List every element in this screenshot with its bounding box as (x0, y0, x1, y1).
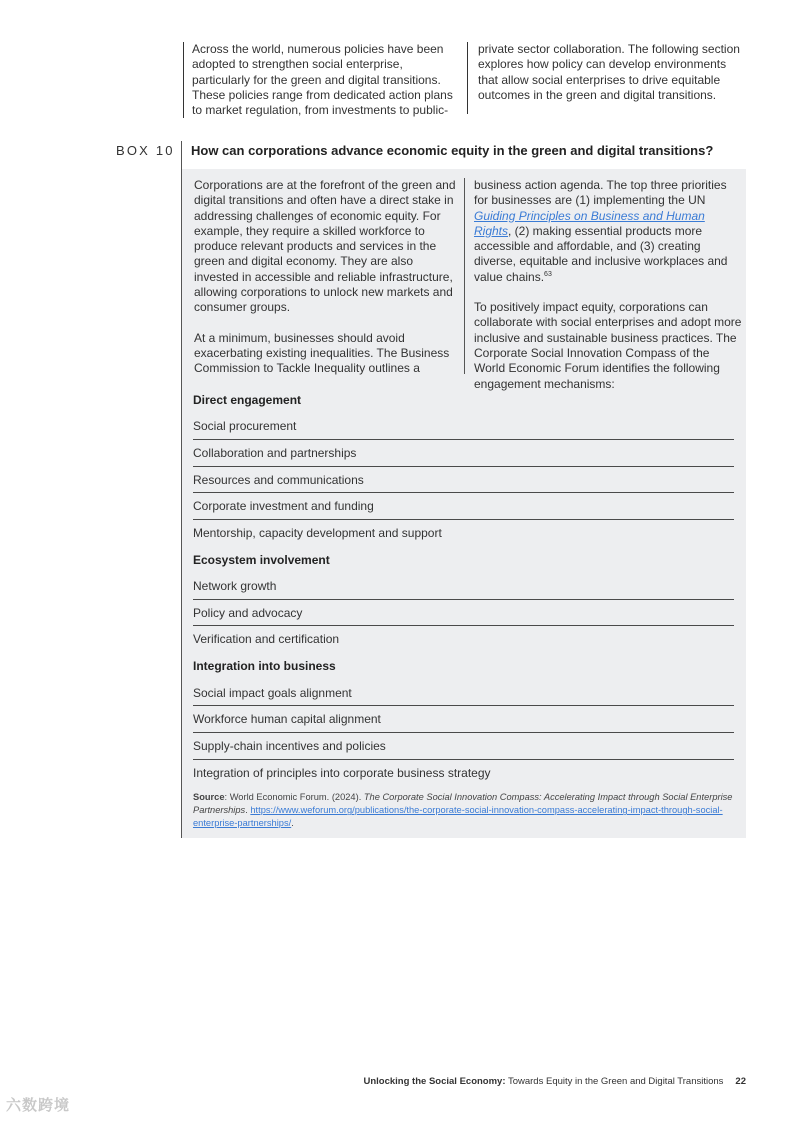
footer-title-bold: Unlocking the Social Economy: (363, 1076, 506, 1087)
footer-title-rest: Towards Equity in the Green and Digital Transitions (505, 1076, 724, 1087)
intro-left-column (183, 42, 458, 118)
intro-right-column (467, 42, 747, 114)
mechanism-heading: Direct engagement (193, 393, 302, 407)
mechanism-item: Mentorship, capacity development and support (193, 526, 442, 540)
source-note: Source: World Economic Forum. (2024). The Corporate Social Innovation Compass: Accelerating Impact through Social Enterprise Partnerships. https://www.weforum.org/publications/the-corporate-social-innovation-compass-accelerating-impact-through-social-enterprise-partnerships/. (193, 792, 733, 829)
box-right-column (464, 178, 742, 391)
mechanism-item: Resources and communications (193, 473, 734, 493)
mechanism-item: Corporate investment and funding (193, 499, 734, 520)
page-footer (364, 1076, 747, 1087)
mechanism-item: Network growth (193, 579, 734, 600)
box-left-paragraph-2: At a minimum, businesses should avoid exacerbating existing inequalities. The Business Commission to Tackle Inequality outlines a (194, 330, 450, 376)
mechanism-heading: Ecosystem involvement (193, 553, 330, 567)
mechanism-item: Collaboration and partnerships (193, 446, 734, 467)
source-link[interactable]: https://www.weforum.org/publications/the-corporate-social-innovation-compass-accelerating-impact-through-social-enterprise-partnerships/ (193, 805, 723, 829)
box-left-paragraph-1: Corporations are at the forefront of the green and digital transitions and often have a direct stake in addressing challenges of economic equity. For example, they require a skilled workforce to produce relevant products and services in the green and digital economy. They are also invested in accessible and reliable infrastructure, allowing corporations to unlock new markets and consumer groups. (194, 178, 456, 315)
watermark: 六数跨境 (6, 1097, 71, 1114)
page-number: 22 (735, 1076, 746, 1087)
mechanism-item: Supply-chain incentives and policies (193, 739, 734, 760)
mechanism-item: Workforce human capital alignment (193, 712, 734, 733)
intro-right-text: private sector collaboration. The following section explores how policy can develop environments that allow social enterprises to drive equitable outcomes in the green and digital transitions. (478, 42, 740, 102)
mechanism-item: Social procurement (193, 419, 734, 440)
box-right-paragraph-1: business action agenda. The top three priorities for businesses are (1) implementing the UN Guiding Principles on Business and Human Rights, (2) making essential products more accessible and affordable, and (3) creating diverse, equitable and inclusive workplaces and value chains.$^{63}$ (474, 178, 728, 284)
footnote-ref[interactable]: 63 (544, 270, 552, 278)
box-title: How can corporations advance economic equity in the green and digital transitions? (191, 143, 714, 158)
box-label: BOX 10 (116, 143, 175, 158)
mechanism-item: Social impact goals alignment (193, 686, 734, 706)
box-left-column (194, 178, 456, 392)
box-right-paragraph-2: To positively impact equity, corporations can collaborate with social enterprises and adopt more inclusive and sustainable business practices. The Corporate Social Innovation Compass of the World Economic Forum identifies the following engagement mechanisms: (474, 300, 742, 391)
mechanism-item: Policy and advocacy (193, 606, 734, 626)
guiding-principles-link[interactable]: Guiding Principles on Business and Human Rights (474, 208, 705, 238)
mechanism-heading: Integration into business (193, 659, 336, 673)
mechanism-item: Verification and certification (193, 632, 340, 646)
mechanism-item: Integration of principles into corporate business strategy (193, 766, 491, 780)
intro-left-text: Across the world, numerous policies have been adopted to strengthen social enterprise, particularly for the green and digital transitions. These policies range from dedicated action plans to market regulation, from investments to public- (192, 42, 453, 118)
